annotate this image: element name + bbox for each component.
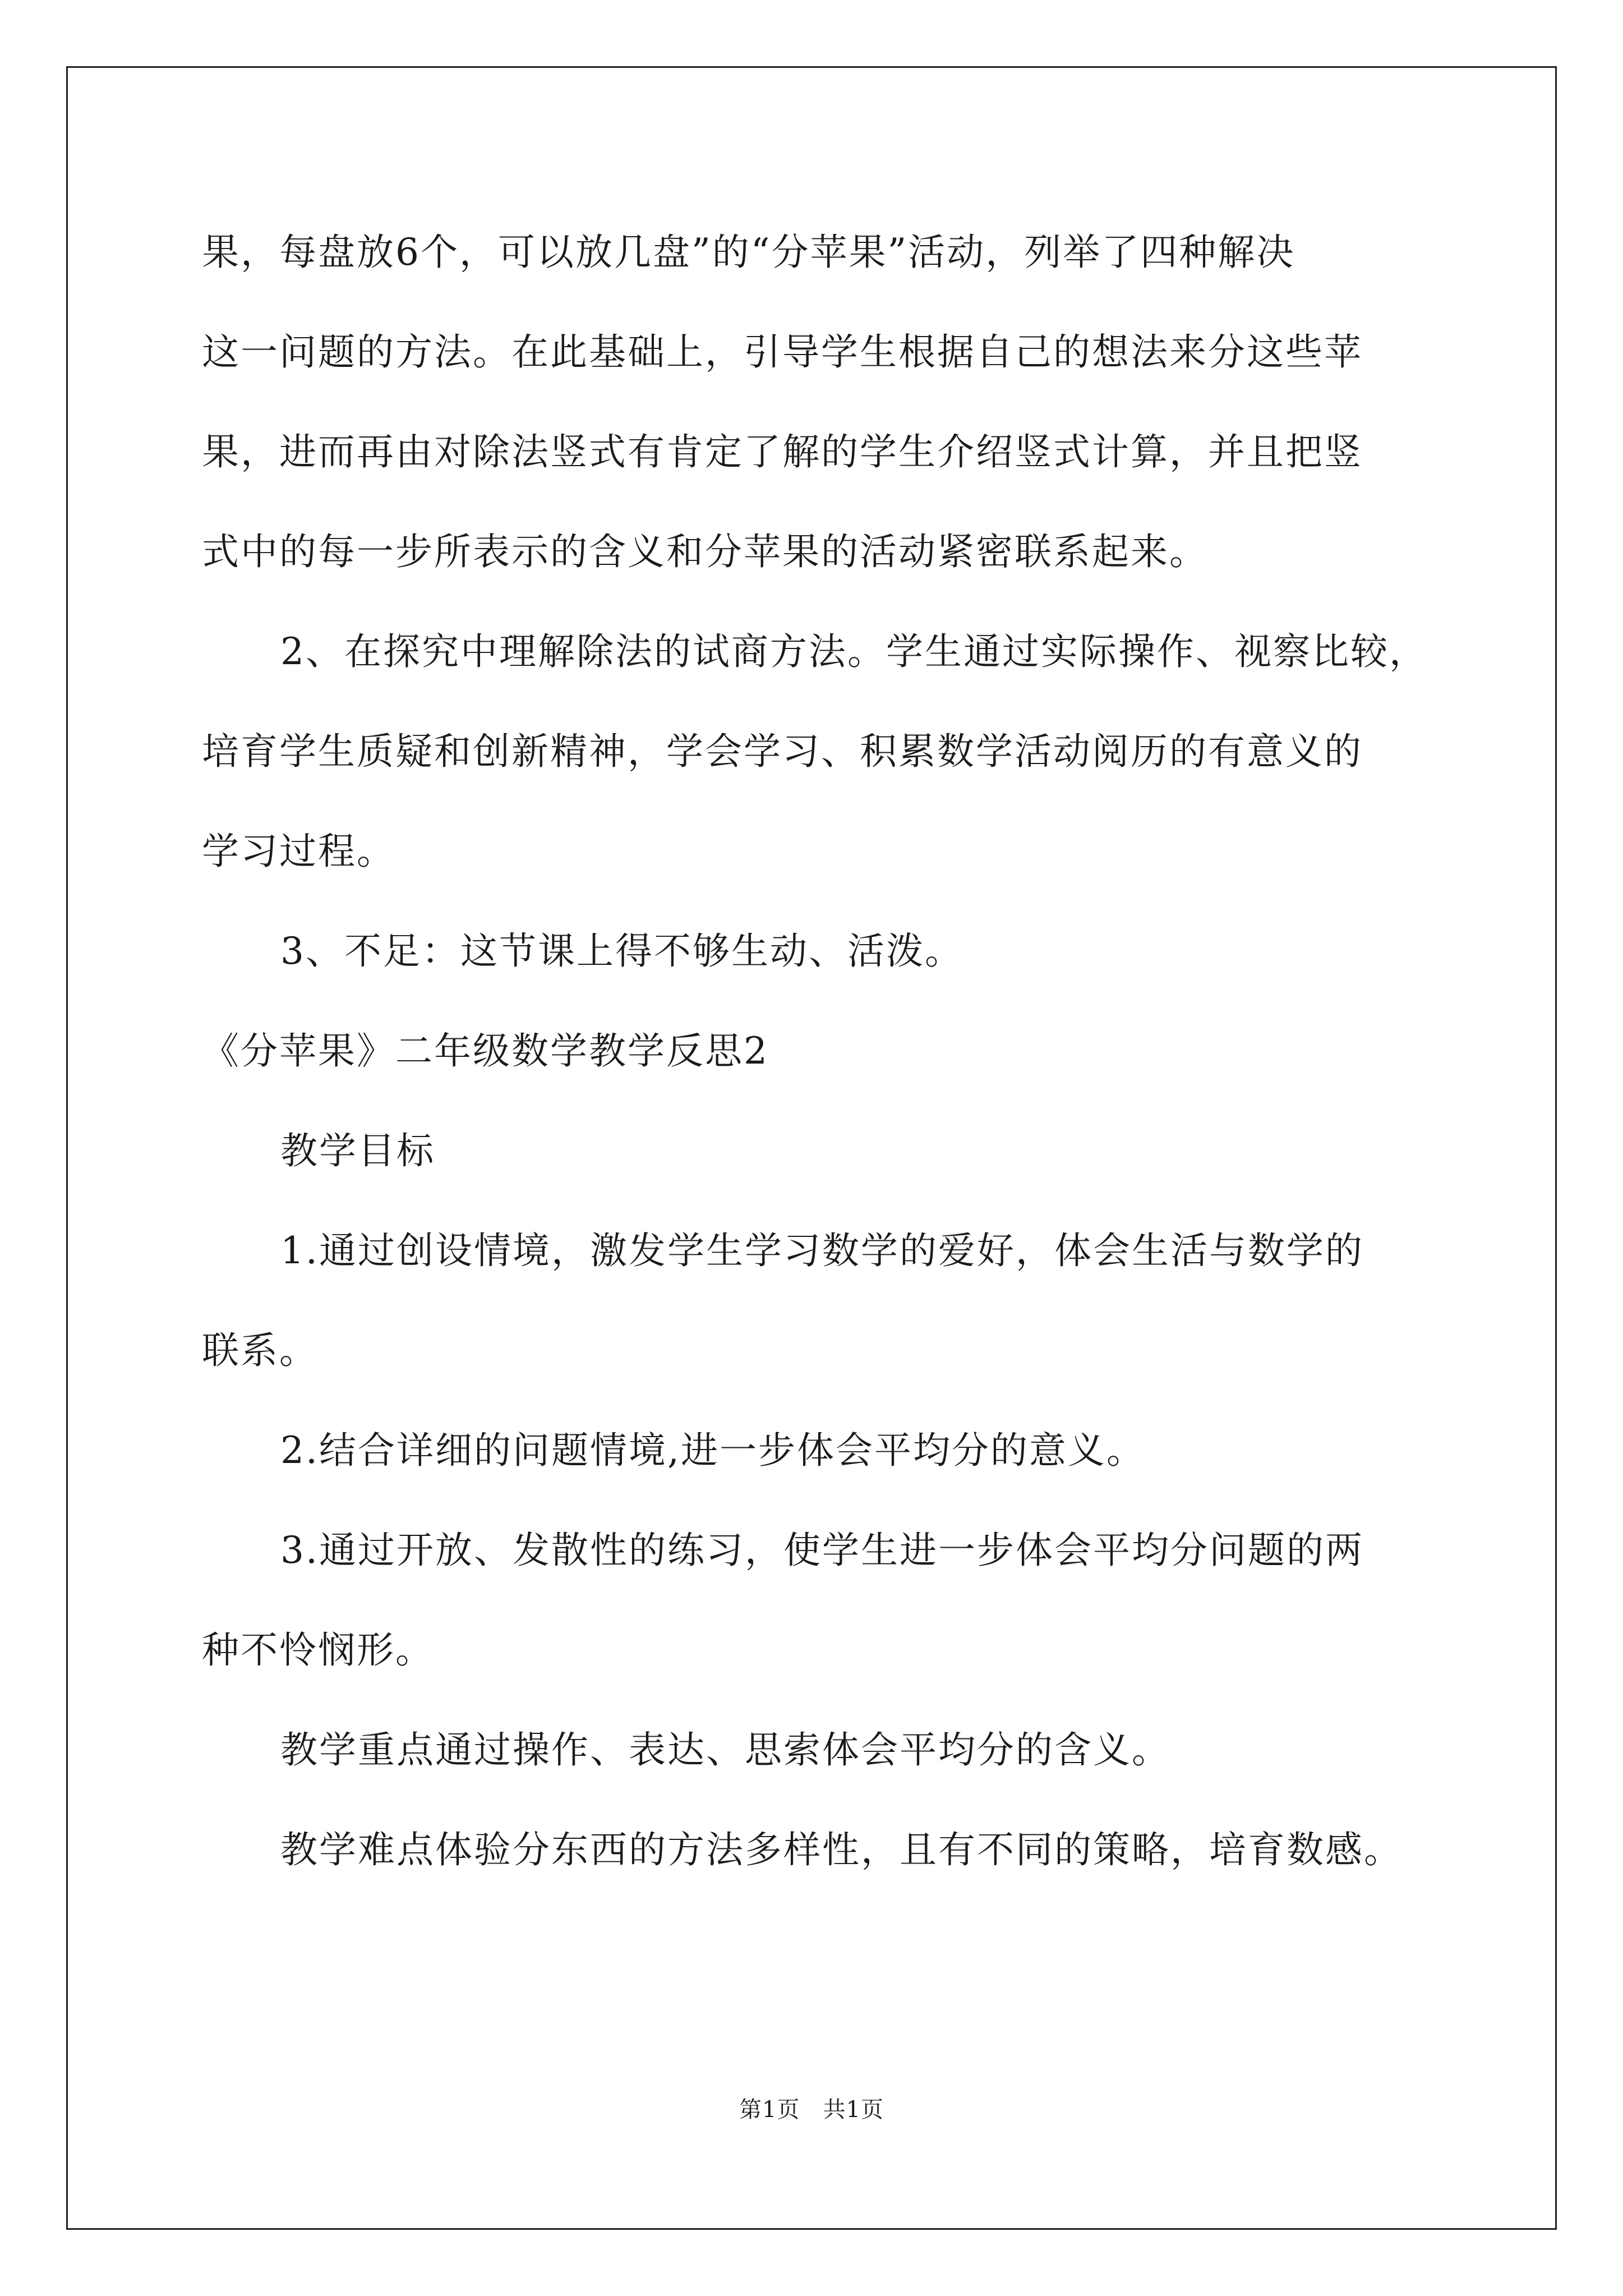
paragraph-3-line-1: 3、不足：这节课上得不够生动、活泼。 (280, 930, 963, 973)
difficulty-line: 教学难点体验分东西的方法多样性，且有不同的策略，培育数感。 (280, 1828, 1403, 1871)
goal-3-line-1: 3.通过开放、发散性的练习，使学生进一步体会平均分问题的两 (280, 1529, 1364, 1572)
page-footer: 第1页 共1页 (739, 2097, 884, 2123)
goal-1-line-1: 1.通过创设情境，激发学生学习数学的爱好，体会生活与数学的 (280, 1229, 1364, 1272)
paragraph-1-line-3: 果，进而再由对除法竖式有肯定了解的学生介绍竖式计算，并且把竖 (202, 430, 1363, 473)
paragraph-2-line-3: 学习过程。 (202, 830, 395, 873)
paragraph-1-line-1: 果，每盘放6个，可以放几盘”的“分苹果”活动，列举了四种解决 (202, 231, 1295, 274)
paragraph-1-line-2: 这一问题的方法。在此基础上，引导学生根据自己的想法来分这些苹 (202, 330, 1363, 374)
key-point-line: 教学重点通过操作、表达、思索体会平均分的含义。 (280, 1728, 1170, 1772)
teaching-goals-heading: 教学目标 (280, 1129, 435, 1172)
paragraph-2-line-1: 2、在探究中理解除法的试商方法。学生通过实际操作、视察比较， (280, 630, 1428, 673)
section-heading: 《分苹果》二年级数学教学反思2 (202, 1029, 769, 1073)
goal-1-line-2: 联系。 (202, 1329, 318, 1372)
paragraph-2-line-2: 培育学生质疑和创新精神，学会学习、积累数学活动阅历的有意义的 (202, 730, 1363, 773)
goal-2-line-1: 2.结合详细的问题情境,进一步体会平均分的意义。 (280, 1429, 1145, 1472)
goal-3-line-2: 种不怜悯形。 (202, 1628, 434, 1672)
paragraph-1-line-4: 式中的每一步所表示的含义和分苹果的活动紧密联系起来。 (202, 530, 1208, 573)
